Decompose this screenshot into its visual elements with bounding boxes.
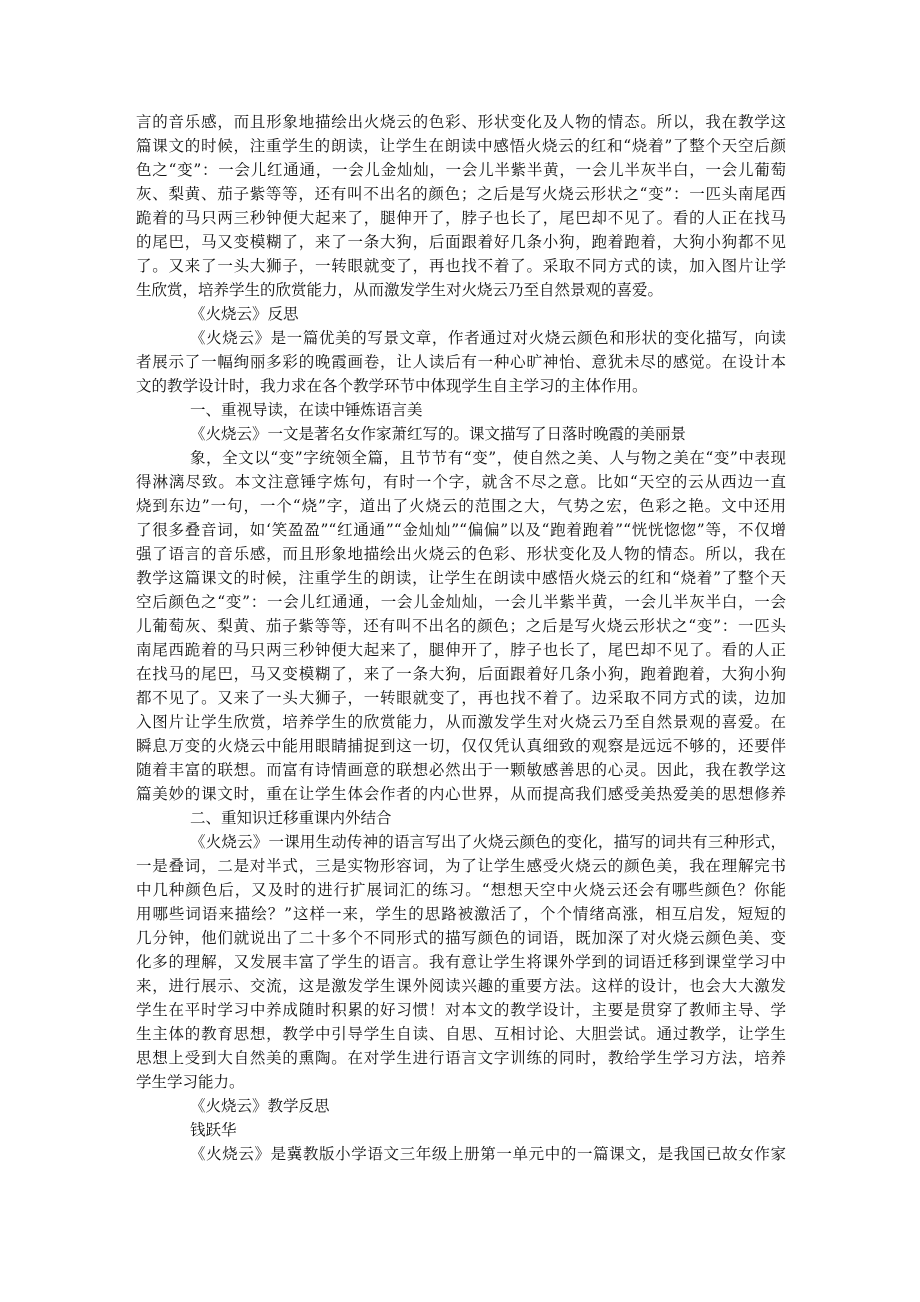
text-line: 象，全文以“变”字统领全篇，且节节有“变”，使自然之美、人与物之美在“变”中表现 [190,449,786,467]
text-line: 篇课文的时候，注重学生的朗读，让学生在朗读中感悟火烧云的红和“烧着”了整个天空后颜 [136,137,786,155]
text-line: 瞬息万变的火烧云中能用眼睛捕捉到这一切，仅仅凭认真细致的观察是远远不够的，还要伴 [136,737,786,755]
text-line: 生主体的教育思想，教学中引导学生自读、自思、互相讨论、大胆尝试。通过教学，让学生 [136,1025,786,1043]
text-line: 用哪些词语来描绘？”这样一来，学生的思路被激活了，个个情绪高涨，相互启发，短短的 [136,905,786,923]
text-line: 儿葡萄灰、梨黄、茄子紫等等，还有叫不出名的颜色；之后是写火烧云形状之“变”：一匹头 [136,617,786,635]
text-line: 在找马的尾巴，马又变模糊了，来了一条大狗，后面跟着好几条小狗，跑着跑着，大狗小狗 [136,665,786,683]
text-line: 强了语言的音乐感，而且形象地描绘出火烧云的色彩、形状变化及人物的情态。所以，我在 [136,545,786,563]
text-line: 钱跃华 [190,1121,237,1139]
text-line: 《火烧云》教学反思 [190,1097,330,1115]
text-line: 都不见了。又来了一头大狮子，一转眼就变了，再也找不着了。边采取不同方式的读，边加 [136,689,786,707]
text-line: 了。又来了一头大狮子，一转眼就变了，再也找不着了。采取不同方式的读，加入图片让学 [136,257,786,275]
text-line: 几分钟，他们就说出了二十多个不同形式的描写颜色的词语，既加深了对火烧云颜色美、变 [136,929,786,947]
text-line: 《火烧云》一文是著名女作家萧红写的。课文描写了日落时晚霞的美丽景 [190,425,687,443]
text-line: 思想上受到大自然美的熏陶。在对学生进行语言文字训练的同时，教给学生学习方法，培养 [136,1049,786,1067]
text-line: 生欣赏，培养学生的欣赏能力，从而激发学生对火烧云乃至自然景观的喜爱。 [136,281,664,299]
text-line: 《火烧云》是冀教版小学语文三年级上册第一单元中的一篇课文，是我国已故女作家 [190,1145,786,1163]
text-line: 一是叠词，二是对半式，三是实物形容词，为了让学生感受火烧云的颜色美，我在理解完书 [136,857,786,875]
text-line: 跪着的马只两三秒钟便大起来了，腿伸开了，脖子也长了，尾巴却不见了。看的人正在找马 [136,209,786,227]
text-line: 二、重知识迁移重课内外结合 [190,809,392,827]
text-line: 《火烧云》一课用生动传神的语言写出了火烧云颜色的变化，描写的词共有三种形式， [190,833,786,851]
text-line: 烧到东边”一句，一个“烧”字，道出了火烧云的范围之大，气势之宏，色彩之艳。文中还用 [136,497,786,515]
text-line: 入图片让学生欣赏，培养学生的欣赏能力，从而激发学生对火烧云乃至自然景观的喜爱。在 [136,713,786,731]
text-line: 南尾西跪着的马只两三秒钟便大起来了，腿伸开了，脖子也长了，尾巴却不见了。看的人正 [136,641,786,659]
text-line: 《火烧云》反思 [190,305,299,323]
text-line: 了很多叠音词，如‘笑盈盈”“红通通”“金灿灿”“偏偏”以及“跑着跑着”“恍恍惚惚”等，不仅增 [136,521,786,539]
text-line: 化多的理解，又发展丰富了学生的语言。我有意让学生将课外学到的词语迁移到课堂学习中 [136,953,786,971]
text-line: 一、重视导读，在读中锤炼语言美 [190,401,423,419]
text-line: 文的教学设计时，我力求在各个教学环节中体现学生自主学习的主体作用。 [136,377,648,395]
document-body [136,110,786,1166]
text-line: 学生在平时学习中养成随时积累的好习惯！对本文的教学设计，主要是贯穿了教师主导、学 [136,1001,786,1019]
text-line: 言的音乐感，而且形象地描绘出火烧云的色彩、形状变化及人物的情态。所以，我在教学这 [136,113,786,131]
text-line: 色之“变”：一会儿红通通，一会儿金灿灿，一会儿半紫半黄，一会儿半灰半白，一会儿葡萄 [136,161,786,179]
text-line: 者展示了一幅绚丽多彩的晚霞画卷，让人读后有一种心旷神怡、意犹未尽的感觉。在设计本 [136,353,786,371]
text-line: 随着丰富的联想。而富有诗情画意的联想必然出于一颗敏感善思的心灵。因此，我在教学这 [136,761,786,779]
text-line: 中几种颜色后，又及时的进行扩展词汇的练习。“想想天空中火烧云还会有哪些颜色？你能 [136,881,786,899]
text-line: 空后颜色之“变”：一会儿红通通，一会儿金灿灿，一会儿半紫半黄，一会儿半灰半白，一会 [136,593,786,611]
text-line: 教学这篇课文的时候，注重学生的朗读，让学生在朗读中感悟火烧云的红和“烧着”了整个天 [136,569,786,587]
text-line: 篇美妙的课文时，重在让学生体会作者的内心世界，从而提高我们感受美热爱美的思想修养 [136,785,786,803]
text-line: 来，进行展示、交流，这是激发学生课外阅读兴趣的重要方法。这样的设计，也会大大激发 [136,977,786,995]
text-line: 学生学习能力。 [136,1073,245,1091]
text-line: 灰、梨黄、茄子紫等等，还有叫不出名的颜色；之后是写火烧云形状之“变”：一匹头南尾西 [136,185,786,203]
text-line: 得淋漓尽致。本文注意锤字炼句，有时一个字，就含不尽之意。比如“天空的云从西边一直 [136,473,786,491]
text-line: 《火烧云》是一篇优美的写景文章，作者通过对火烧云颜色和形状的变化描写，向读 [190,329,786,347]
text-line: 的尾巴，马又变模糊了，来了一条大狗，后面跟着好几条小狗，跑着跑着，大狗小狗都不见 [136,233,786,251]
